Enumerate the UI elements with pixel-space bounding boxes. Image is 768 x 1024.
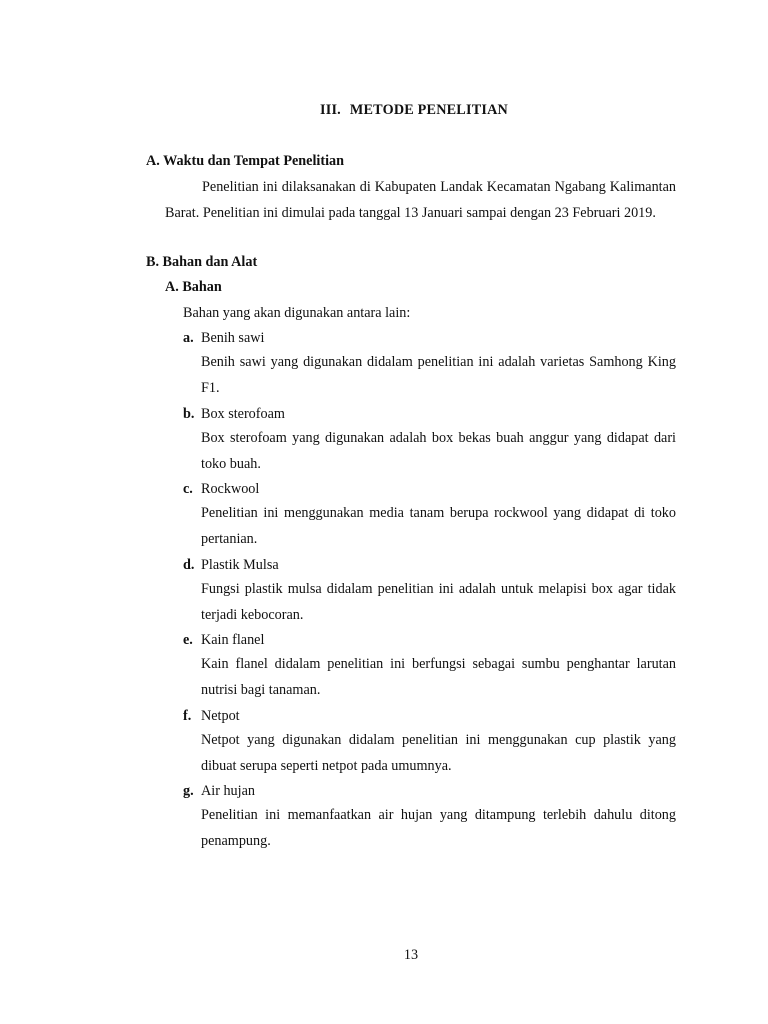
list-item-description: Benih sawi yang digunakan didalam penelitian ini adalah varietas Samhong King F1.: [201, 354, 676, 396]
list-item-label: [183, 481, 259, 498]
list-item-name: Rockwool: [201, 481, 260, 497]
list-item-name: Box sterofoam: [201, 406, 285, 422]
list-item-description: Box sterofoam yang digunakan adalah box bekas buah anggur yang didapat dari toko buah.: [201, 430, 676, 472]
section-heading-waktu-tempat: A. Waktu dan Tempat Penelitian: [146, 153, 345, 169]
list-item-letter: d.: [183, 557, 195, 573]
subsection-heading-bahan: A. Bahan: [165, 279, 222, 295]
subsection-intro: Bahan yang akan digunakan antara lain:: [183, 305, 411, 321]
list-item-description: Penelitian ini menggunakan media tanam berupa rockwool yang didapat di toko pertanian.: [201, 505, 676, 547]
list-item-name: Kain flanel: [201, 632, 265, 648]
list-item-letter: e.: [183, 632, 193, 648]
section-heading-bahan-alat: B. Bahan dan Alat: [146, 254, 258, 270]
list-item-label: [183, 406, 285, 423]
chapter-title: [0, 102, 768, 119]
list-item-label: [183, 330, 264, 347]
page-number: 13: [403, 947, 419, 963]
list-item-letter: g.: [183, 783, 194, 799]
list-item-letter: b.: [183, 406, 195, 422]
list-item-letter: a.: [183, 330, 194, 346]
list-item-description: Penelitian ini memanfaatkan air hujan yang ditampung terlebih dahulu ditong penampung.: [201, 807, 676, 849]
list-item-name: Plastik Mulsa: [201, 557, 279, 573]
section-paragraph-waktu-tempat: Penelitian ini dilaksanakan di Kabupaten Landak Kecamatan Ngabang Kalimantan Barat. Penelitian ini dimulai pada tanggal 13 Januari sampai dengan 23 Februari 2019.: [165, 179, 676, 221]
list-item-name: Air hujan: [201, 783, 255, 799]
list-item-name: Benih sawi: [201, 330, 265, 346]
chapter-number: III.: [320, 102, 341, 118]
list-item-label: [183, 632, 264, 649]
list-item-letter: c.: [183, 481, 193, 497]
list-item-label: [183, 783, 255, 800]
list-item-description: Netpot yang digunakan didalam penelitian ini menggunakan cup plastik yang dibuat serupa seperti netpot pada umumnya.: [201, 732, 676, 774]
list-item-label: [183, 557, 279, 574]
list-item-label: [183, 708, 240, 725]
list-item-name: Netpot: [201, 708, 240, 724]
list-item-description: Fungsi plastik mulsa didalam penelitian ini adalah untuk melapisi box agar tidak terjadi kebocoran.: [201, 581, 676, 623]
list-item-description: Kain flanel didalam penelitian ini berfungsi sebagai sumbu penghantar larutan nutrisi bagi tanaman.: [201, 656, 676, 698]
list-item-letter: f.: [183, 708, 192, 724]
chapter-title-text: METODE PENELITIAN: [349, 102, 508, 118]
